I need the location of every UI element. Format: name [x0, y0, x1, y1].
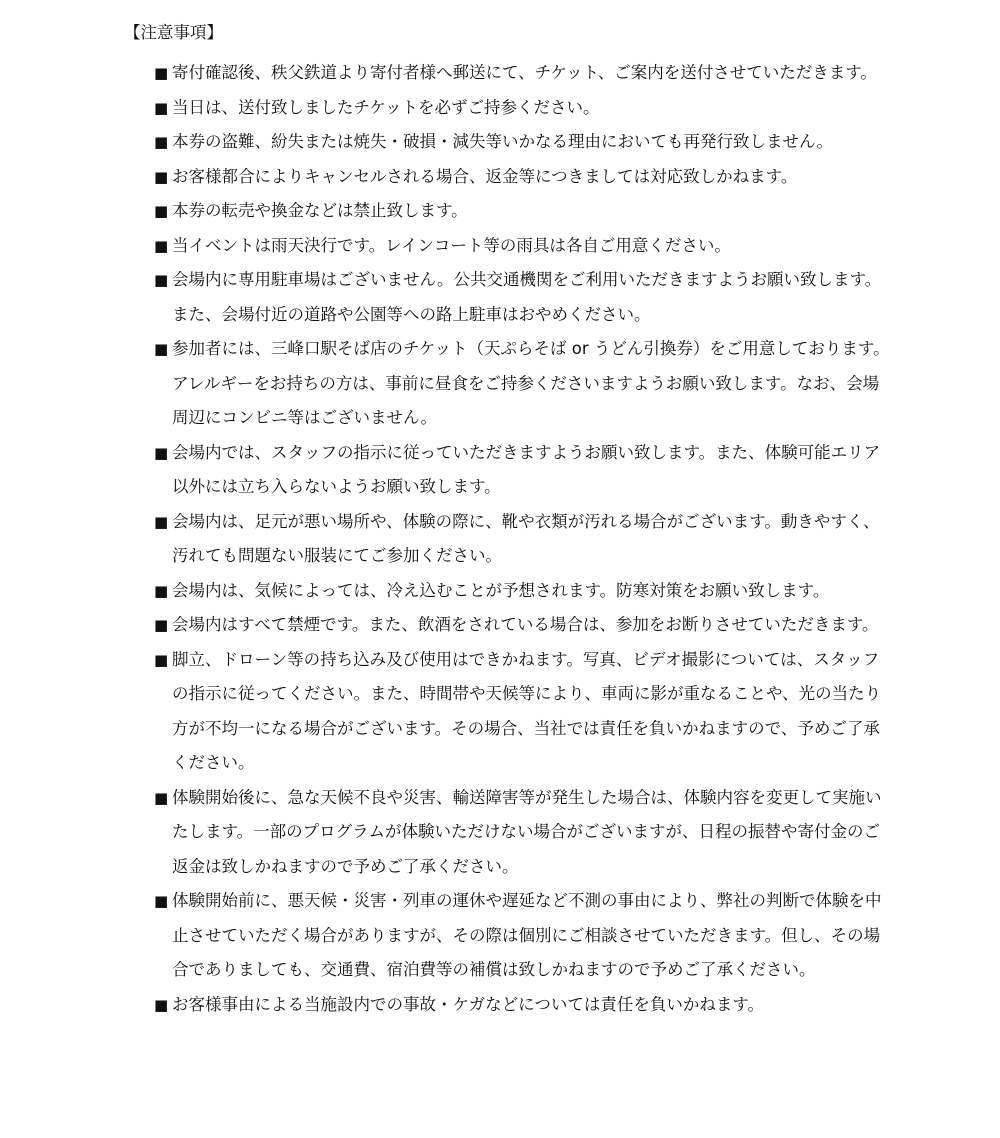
notice-item-text: 寄付確認後、秩父鉄道より寄付者様へ郵送にて、チケット、ご案内を送付させていただきます。 [172, 63, 877, 82]
notice-item [154, 332, 894, 436]
notice-item-text: 会場内では、スタッフの指示に従っていただきますようお願い致します。また、体験可能エリア以外には立ち入らないようお願い致します。 [172, 442, 881, 496]
notice-item-text: 参加者には、三峰口駅そば店のチケット（天ぷらそば or うどん引換券）をご用意しております。アレルギーをお持ちの方は、事前に昼食をご持参くださいますようお願い致します。なお、会場周辺にコンビニ等はございません。 [172, 339, 890, 427]
notice-item-text: 会場内に専用駐車場はございません。公共交通機関をご利用いただきますようお願い致します。また、会場付近の道路や公園等への路上駐車はおやめください。 [172, 270, 882, 324]
notice-item-text: 会場内はすべて禁煙です。また、飲酒をされている場合は、参加をお断りさせていただきます。 [172, 615, 879, 634]
bullet-square-icon: ■ [154, 64, 169, 82]
notice-item [154, 574, 894, 609]
bullet-square-icon: ■ [154, 167, 169, 186]
notice-item-text: お客様都合によりキャンセルされる場合、返金等につきましては対応致しかねます。 [172, 166, 798, 186]
bullet-square-icon: ■ [154, 133, 169, 151]
notice-item [154, 91, 894, 126]
bullet-square-icon: ■ [154, 202, 169, 220]
bullet-square-icon: ■ [154, 995, 169, 1014]
notice-item-text: 体験開始後に、急な天候不良や災害、輸送障害等が発生した場合は、体験内容を変更して実施いたします。一部のプログラムが体験いただけない場合がございますが、日程の振替や寄付金のご返金は致しかねますので予めご了承ください。 [172, 787, 882, 876]
notice-item-text: 会場内は、気候によっては、冷え込むことが予想されます。防寒対策をお願い致します。 [172, 580, 830, 600]
notice-item [154, 505, 894, 574]
notice-item [154, 781, 894, 885]
notice-heading: 【注意事項】 [124, 23, 223, 42]
notice-list [154, 56, 894, 1022]
bullet-square-icon: ■ [154, 892, 169, 910]
notice-item [154, 608, 894, 643]
notice-item [154, 125, 894, 160]
bullet-square-icon: ■ [154, 236, 169, 255]
bullet-square-icon: ■ [154, 581, 169, 600]
notice-item [154, 263, 894, 332]
bullet-square-icon: ■ [154, 271, 169, 289]
notice-item [154, 643, 894, 781]
notice-item-text: 会場内は、足元が悪い場所や、体験の際に、靴や衣類が汚れる場合がございます。動きやすく、汚れても問題ない服装にてご参加ください。 [172, 511, 880, 565]
notice-item [154, 194, 894, 229]
bullet-square-icon: ■ [154, 650, 169, 669]
notice-item [154, 160, 894, 195]
notice-item [154, 229, 894, 264]
notice-item [154, 56, 894, 91]
bullet-square-icon: ■ [154, 98, 169, 117]
bullet-square-icon: ■ [154, 340, 169, 358]
bullet-square-icon: ■ [154, 788, 169, 807]
notice-item-text: 当日は、送付致しましたチケットを必ずご持参ください。 [172, 97, 600, 117]
notice-item [154, 436, 894, 505]
notice-item-text: 当イベントは雨天決行です。レインコート等の雨具は各自ご用意ください。 [172, 235, 731, 255]
notice-item-text: 脚立、ドローン等の持ち込み及び使用はできかねます。写真、ビデオ撮影については、スタッフの指示に従ってください。また、時間帯や天候等により、車両に影が重なることや、光の当たり方が不均一になる場合がございます。その場合、当社では責任を負いかねますので、予めご了承ください。 [172, 649, 882, 772]
notice-item [154, 988, 894, 1023]
notice-item-text: お客様事由による当施設内での事故・ケガなどについては責任を負いかねます。 [172, 994, 765, 1014]
notice-item-text: 本券の盗難、紛失または焼失・破損・減失等いかなる理由においても再発行致しません。 [172, 132, 833, 151]
bullet-square-icon: ■ [154, 616, 169, 634]
notice-item-text: 本券の転売や換金などは禁止致します。 [172, 201, 468, 220]
bullet-square-icon: ■ [154, 443, 169, 462]
notice-item [154, 884, 894, 988]
notice-item-text: 体験開始前に、悪天候・災害・列車の運休や遅延など不測の事由により、弊社の判断で体験を中止させていただく場合がありますが、その際は個別にご相談させていただきます。但し、その場合でありましても、交通費、宿泊費等の補償は致しかねますので予めご了承ください。 [172, 891, 882, 979]
bullet-square-icon: ■ [154, 512, 169, 531]
